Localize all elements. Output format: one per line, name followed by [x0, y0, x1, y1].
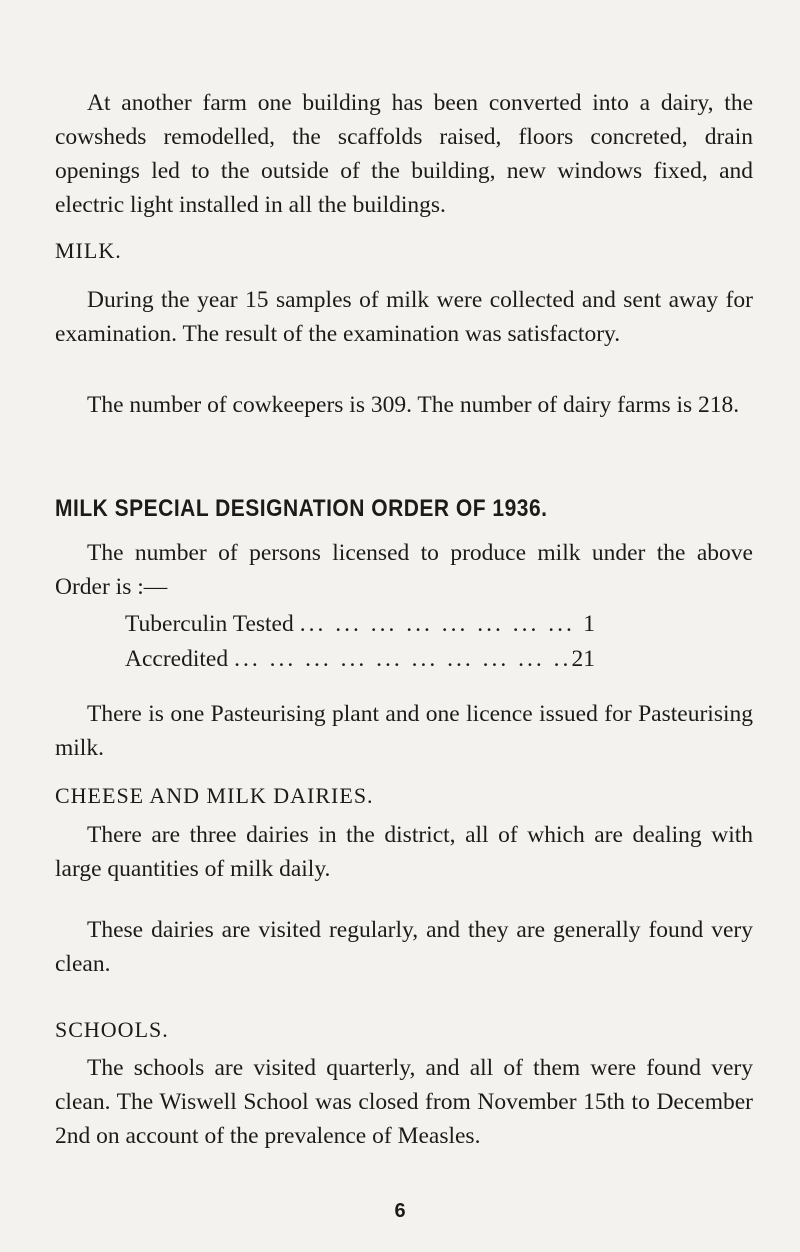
special-designation-heading: MILK SPECIAL DESIGNATION ORDER OF 1936. [55, 495, 548, 522]
licence-row-tuberculin [125, 608, 595, 640]
licence-label: Tuberculin Tested [125, 611, 294, 637]
cowkeepers-paragraph: The number of cowkeepers is 309. The number of dairy farms is 218. [87, 392, 740, 418]
milk-samples-paragraph: During the year 15 samples of milk were collected and sent away for examination. The result of the examination was satisfactory. [55, 287, 753, 347]
dairy-conversion-paragraph: At another farm one building has been converted into a dairy, the cowsheds remodelled, the scaffolds raised, floors concreted, drain openings led to the outside of the building, new windows fixed, and electric light installed in all the buildings. [55, 90, 753, 218]
leader-dots [294, 608, 571, 640]
licence-count: 21 [571, 646, 595, 672]
licensed-intro-paragraph: The number of persons licensed to produce milk under the above Order is :— [55, 540, 753, 600]
licence-count: 1 [583, 611, 595, 637]
leader-dots [228, 643, 571, 675]
licence-row-accredited [125, 643, 595, 675]
milk-heading: MILK. [55, 238, 122, 263]
pasteurising-paragraph: There is one Pasteurising plant and one licence issued for Pasteurising milk. [55, 701, 753, 761]
schools-heading: SCHOOLS. [55, 1017, 169, 1042]
schools-paragraph: The schools are visited quarterly, and all of them were found very clean. The Wiswell School was closed from November 15th to December 2nd on account of the prevalence of Measles. [55, 1055, 753, 1149]
licence-label: Accredited [125, 646, 229, 672]
dairies-count-paragraph: There are three dairies in the district, all of which are dealing with large quantities of milk daily. [55, 822, 753, 882]
cheese-dairies-heading: CHEESE AND MILK DAIRIES. [55, 783, 374, 808]
dairies-visited-paragraph: These dairies are visited regularly, and they are generally found very clean. [55, 917, 753, 977]
page-number: 6 [394, 1200, 406, 1222]
